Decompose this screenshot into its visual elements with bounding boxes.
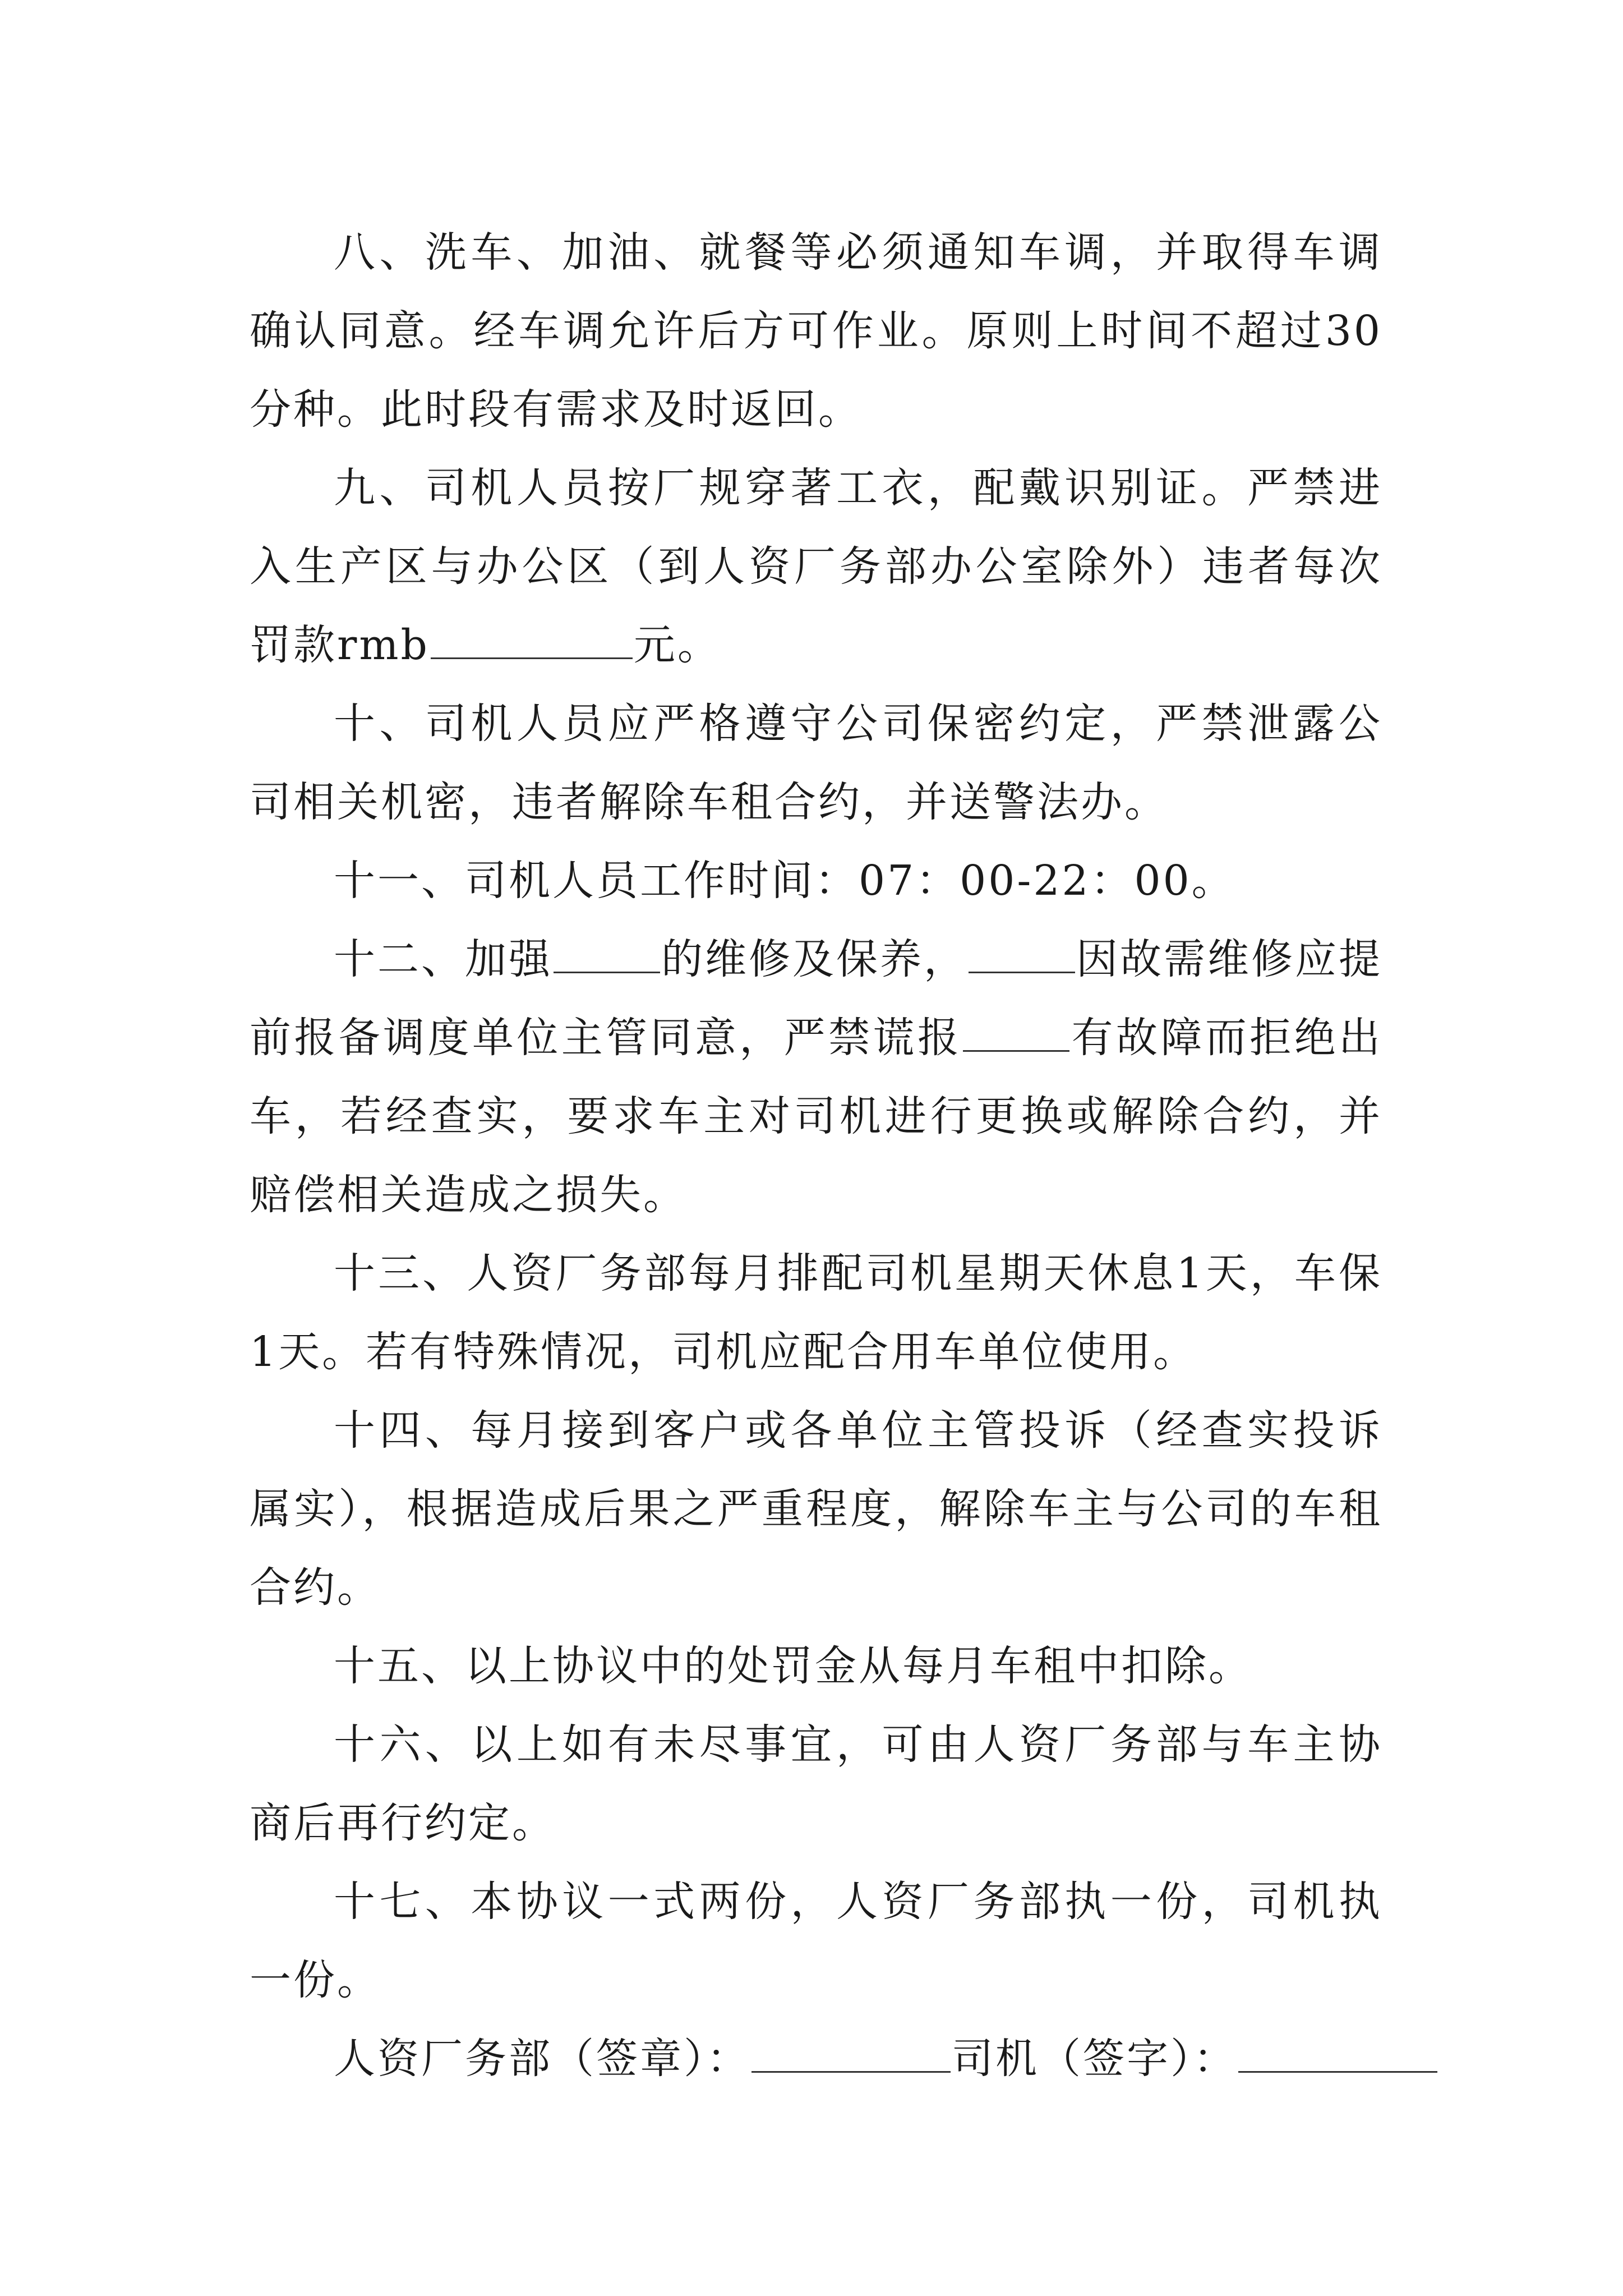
driver-signature-blank[interactable] xyxy=(1238,2032,1437,2073)
clause-9-text: 九、司机人员按厂规穿著工衣，配戴识别证。严禁进入生产区与办公区（到人资厂务部办公室除外）违者每次罚款rmb xyxy=(250,464,1382,669)
vehicle-blank-3[interactable] xyxy=(963,1011,1069,1052)
clause-17-text: 十七、本协议一式两份，人资厂务部执一份，司机执一份。 xyxy=(250,1878,1382,2004)
clause-16-text: 十六、以上如有未尽事宜，可由人资厂务部与车主协商后再行约定。 xyxy=(250,1720,1382,1847)
clause-17 xyxy=(250,1862,1382,2019)
fine-amount-blank[interactable] xyxy=(431,618,633,659)
vehicle-blank-2[interactable] xyxy=(969,932,1075,973)
clause-15 xyxy=(250,1627,1382,1705)
clause-16 xyxy=(250,1705,1382,1862)
clause-12-text-a: 十二、加强 xyxy=(334,935,552,983)
clause-11 xyxy=(250,841,1382,920)
clause-10-text: 十、司机人员应严格遵守公司保密约定，严禁泄露公司相关机密，违者解除车租合约，并送警法办。 xyxy=(250,700,1382,826)
clause-9 xyxy=(250,449,1382,684)
clause-10 xyxy=(250,684,1382,841)
clause-8-text: 八、洗车、加油、就餐等必须通知车调，并取得车调确认同意。经车调允许后方可作业。原则上时间不超过30分种。此时段有需求及时返回。 xyxy=(250,228,1382,434)
clause-12-text-c: 因故需维修应提前报备调度单位主管同意，严禁谎报 xyxy=(250,935,1382,1062)
clause-12-text-b: 的维修及保养， xyxy=(661,935,967,983)
clause-14-text: 十四、每月接到客户或各单位主管投诉（经查实投诉属实），根据造成后果之严重程度，解除车主与公司的车租合约。 xyxy=(250,1406,1382,1612)
clause-15-text: 十五、以上协议中的处罚金从每月车租中扣除。 xyxy=(334,1642,1252,1690)
document-body xyxy=(250,213,1382,2098)
clause-12 xyxy=(250,920,1382,1234)
clause-8 xyxy=(250,213,1382,449)
clause-9-suffix: 元。 xyxy=(633,621,721,669)
hr-signature-label: 人资厂务部（签章）： xyxy=(334,2035,750,2083)
signature-line xyxy=(250,2019,1382,2098)
clause-14 xyxy=(250,1391,1382,1627)
clause-11-text: 十一、司机人员工作时间：07：00-22：00。 xyxy=(334,857,1235,905)
vehicle-blank-1[interactable] xyxy=(554,932,660,973)
clause-13 xyxy=(250,1234,1382,1391)
clause-13-text: 十三、人资厂务部每月排配司机星期天休息1天，车保1天。若有特殊情况，司机应配合用车单位使用。 xyxy=(250,1249,1382,1376)
driver-signature-label: 司机（签字）： xyxy=(952,2035,1237,2083)
hr-signature-blank[interactable] xyxy=(751,2032,951,2073)
clause-12-text-d: 有故障而拒绝出车，若经查实，要求车主对司机进行更换或解除合约，并赔偿相关造成之损失。 xyxy=(250,1014,1383,1219)
